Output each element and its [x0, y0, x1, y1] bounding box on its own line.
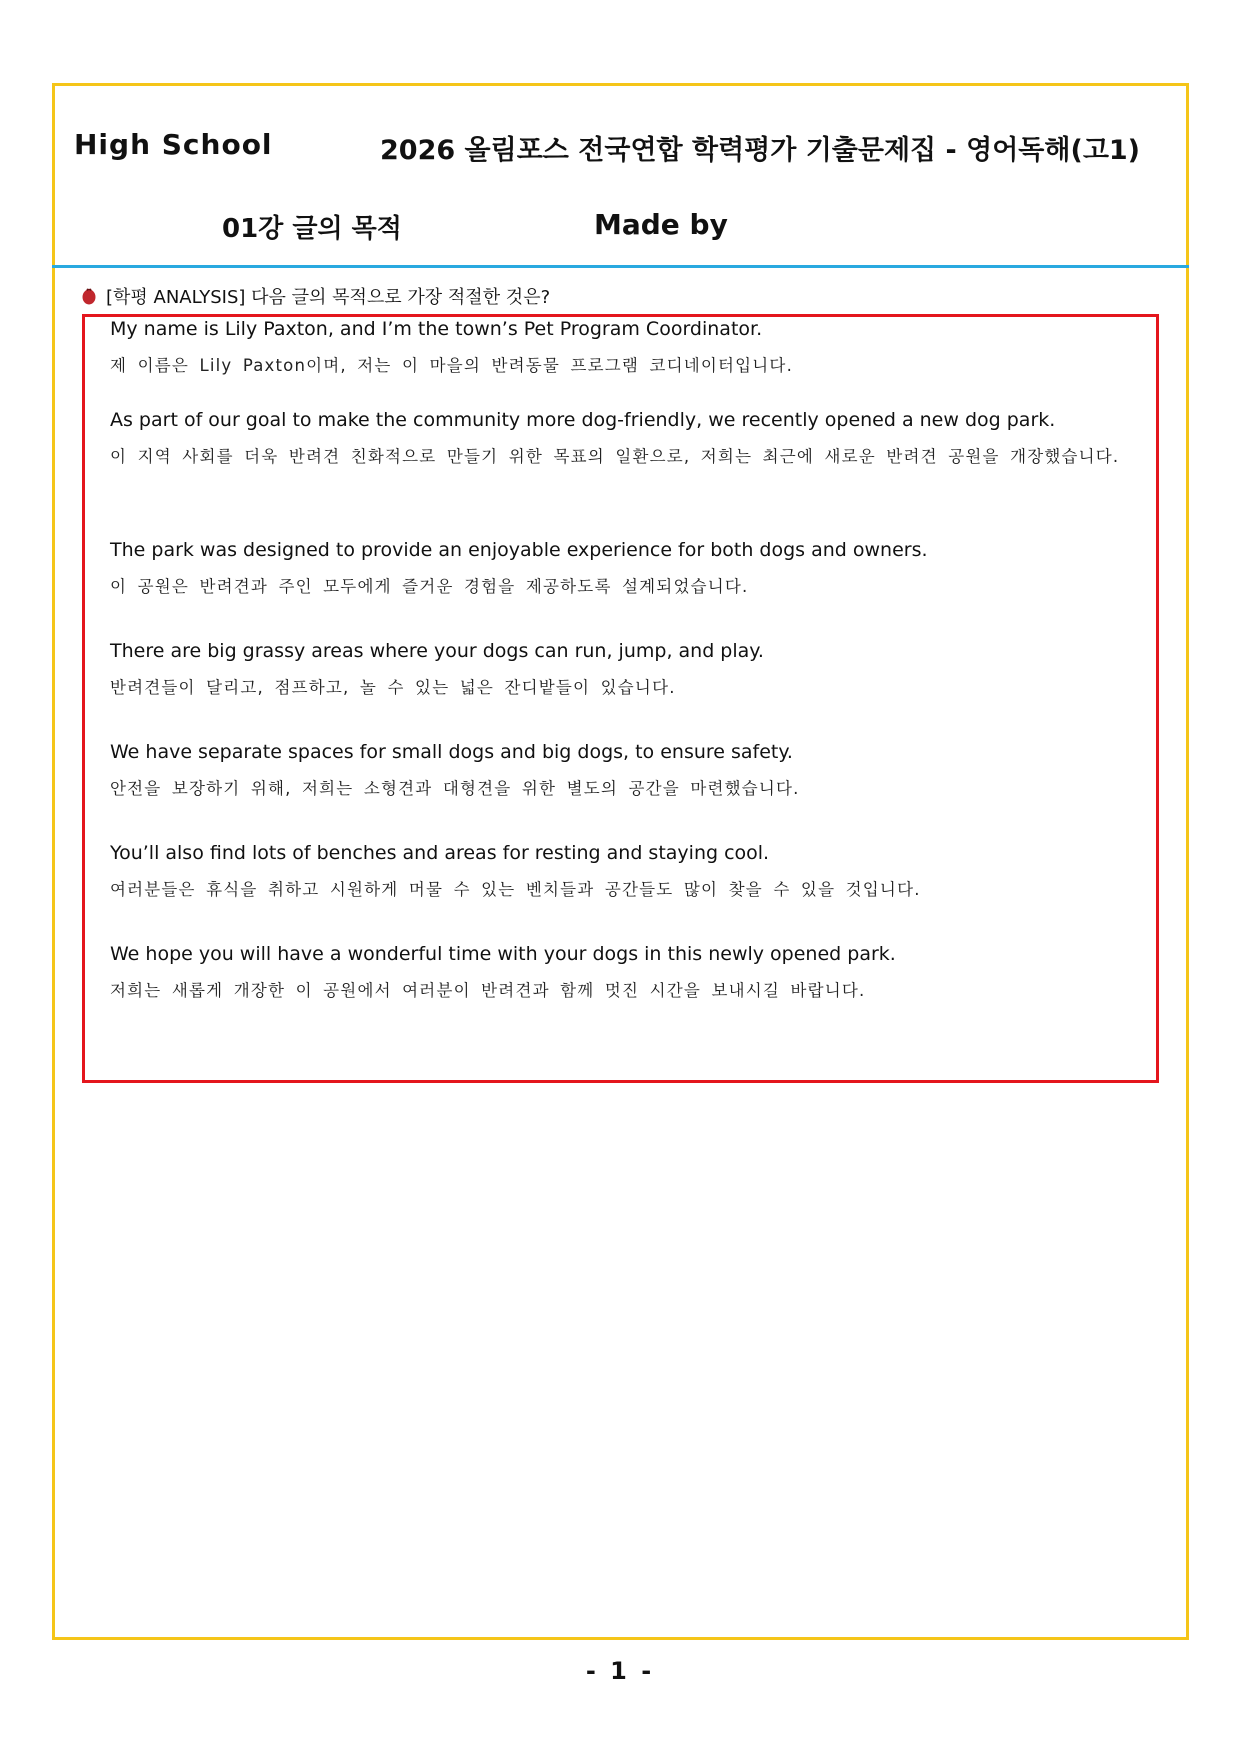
- sentence-pair: [110, 639, 1140, 703]
- page-number: - 1 -: [585, 1657, 655, 1685]
- question-text: [학평 ANALYSIS] 다음 글의 목적으로 가장 적절한 것은?: [106, 287, 551, 308]
- sentence-pair: [110, 317, 1140, 381]
- english-sentence: The park was designed to provide an enjoyable experience for both dogs and owners.: [110, 539, 928, 561]
- korean-translation: 이 공원은 반려견과 주인 모두에게 즐거운 경험을 제공하도록 설계되었습니다.: [110, 577, 749, 596]
- passage-box: [82, 314, 1159, 1083]
- made-by-label: Made by: [594, 208, 728, 241]
- sentence-pair: [110, 408, 1140, 471]
- english-sentence: We hope you will have a wonderful time with your dogs in this newly opened park.: [110, 943, 896, 965]
- english-sentence: You’ll also find lots of benches and areas for resting and staying cool.: [110, 842, 770, 864]
- english-sentence: As part of our goal to make the community more dog-friendly, we recently opened a new dog park.: [110, 409, 1056, 431]
- korean-translation: 제 이름은 Lily Paxton이며, 저는 이 마을의 반려동물 프로그램 코디네이터입니다.: [110, 356, 794, 375]
- korean-translation: 안전을 보장하기 위해, 저희는 소형견과 대형견을 위한 별도의 공간을 마련했습니다.: [110, 779, 800, 798]
- question-line: [82, 284, 550, 308]
- sentence-pair: [110, 841, 1140, 905]
- sentence-pair: [110, 538, 1140, 602]
- bullet-icon: [82, 287, 96, 305]
- korean-translation: 반려견들이 달리고, 점프하고, 놀 수 있는 넓은 잔디밭들이 있습니다.: [110, 678, 676, 697]
- english-sentence: My name is Lily Paxton, and I’m the town’s Pet Program Coordinator.: [110, 318, 763, 340]
- english-sentence: There are big grassy areas where your dogs can run, jump, and play.: [110, 640, 764, 662]
- sentence-pair: [110, 942, 1140, 1006]
- document-title: 2026 올림포스 전국연합 학력평가 기출문제집 - 영어독해(고1): [380, 135, 1141, 166]
- korean-translation: 저희는 새롭게 개장한 이 공원에서 여러분이 반려견과 함께 멋진 시간을 보내시길 바랍니다.: [110, 981, 866, 1000]
- korean-translation: [96, 442, 1140, 471]
- korean-translation-text: 이 지역 사회를 더욱 반려견 친화적으로 만들기 위한 목표의 일환으로, 저희는 최근에 새로운 반려견 공원을 개장했습니다.: [110, 447, 1120, 466]
- korean-translation: 여러분들은 휴식을 취하고 시원하게 머물 수 있는 벤치들과 공간들도 많이 찾을 수 있을 것입니다.: [110, 880, 921, 899]
- sentence-pair: [110, 740, 1140, 804]
- lecture-title: 01강 글의 목적: [222, 214, 402, 244]
- school-level-label: High School: [74, 128, 273, 161]
- english-sentence: We have separate spaces for small dogs and big dogs, to ensure safety.: [110, 741, 793, 763]
- header-divider: [52, 265, 1189, 268]
